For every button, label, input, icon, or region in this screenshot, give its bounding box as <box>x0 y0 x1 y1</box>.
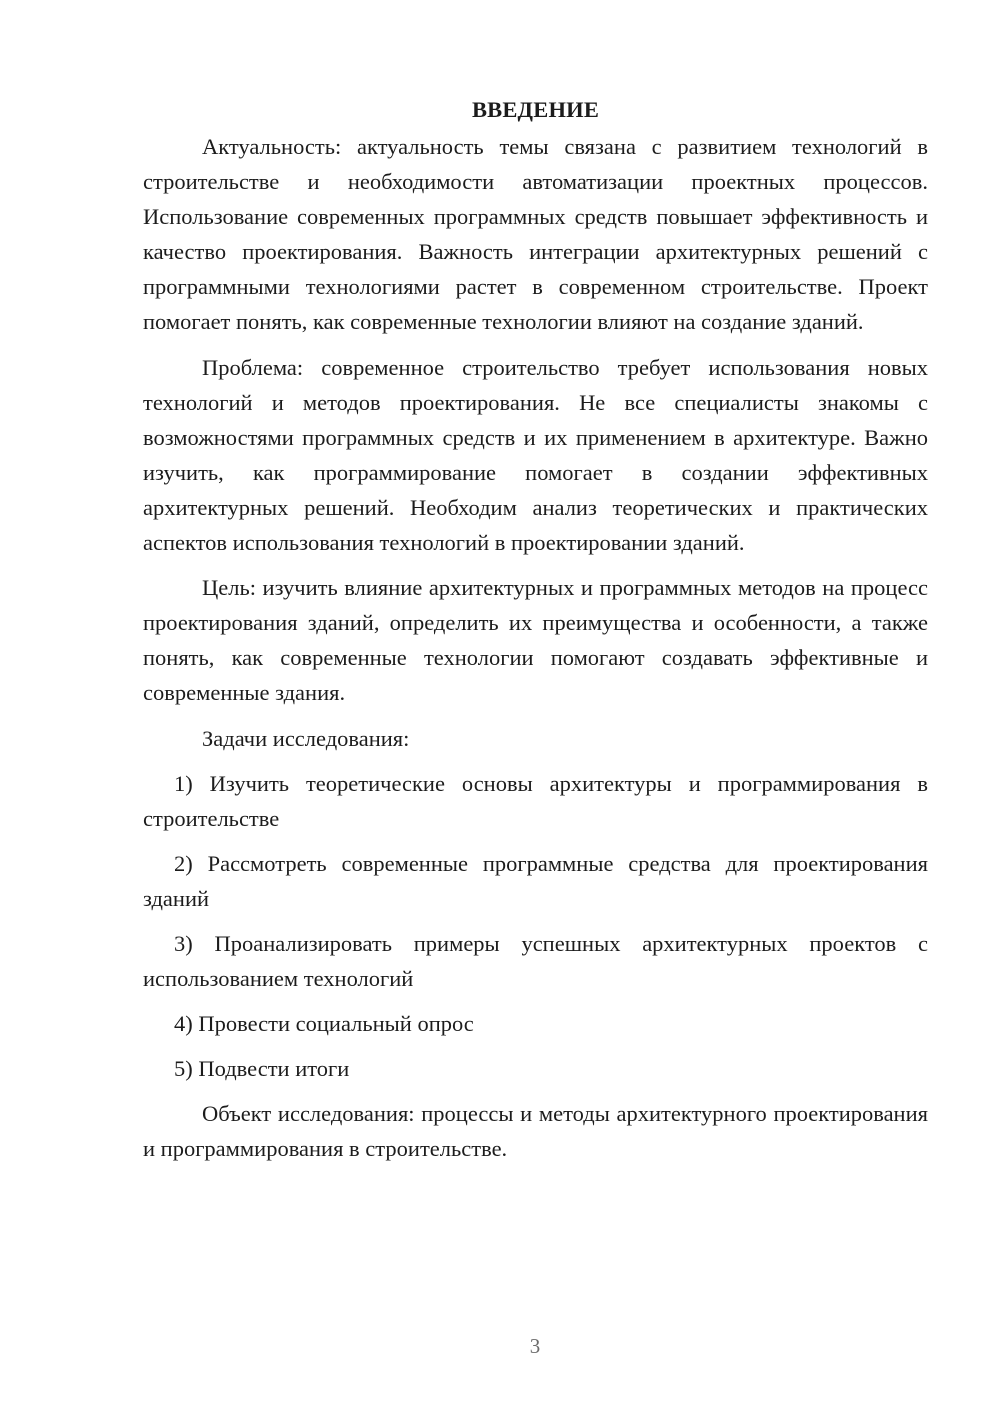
task-item-5: 5) Подвести итоги <box>174 1056 350 1082</box>
task-item-4: 4) Провести социальный опрос <box>174 1011 474 1037</box>
task-item-3: 3) Проанализировать примеры успешных архитектурных проектов с использованием технологий <box>143 930 928 992</box>
document-page <box>143 92 928 1177</box>
paragraph-relevance: Актуальность: актуальность темы связана с развитием технологий в строительстве и необходимости автоматизации проектных процессов. Использование современных программных средств повышает эффективность и качество проектирования. Важность интеграции архитектурных решений с программными технологиями растет в современном строительстве. Проект помогает понять, как современные технологии влияют на создание зданий. <box>143 134 928 335</box>
tasks-list <box>143 766 928 1087</box>
section-title: ВВЕДЕНИЕ <box>471 97 600 122</box>
page-number: 3 <box>529 1334 541 1358</box>
paragraph-problem: Проблема: современное строительство требует использования новых технологий и методов проектирования. Не все специалисты знакомы с возможностями программных средств и их применением в архитектуре. Важно изучить, как программирование помогает в создании эффективных архитектурных решений. Необходим анализ теоретических и практических аспектов использования технологий в проектировании зданий. <box>143 354 928 556</box>
tasks-heading: Задачи исследования: <box>202 725 410 751</box>
paragraph-object: Объект исследования: процессы и методы архитектурного проектирования и программирования в строительстве. <box>143 1101 928 1162</box>
paragraph-goal: Цель: изучить влияние архитектурных и программных методов на процесс проектирования зданий, определить их преимущества и особенности, а также понять, как современные технологии помогают создавать эффективные и современные здания. <box>143 575 928 706</box>
task-item-1: 1) Изучить теоретические основы архитектуры и программирования в строительстве <box>143 770 928 831</box>
task-item-2: 2) Рассмотреть современные программные средства для проектирования зданий <box>143 850 928 911</box>
